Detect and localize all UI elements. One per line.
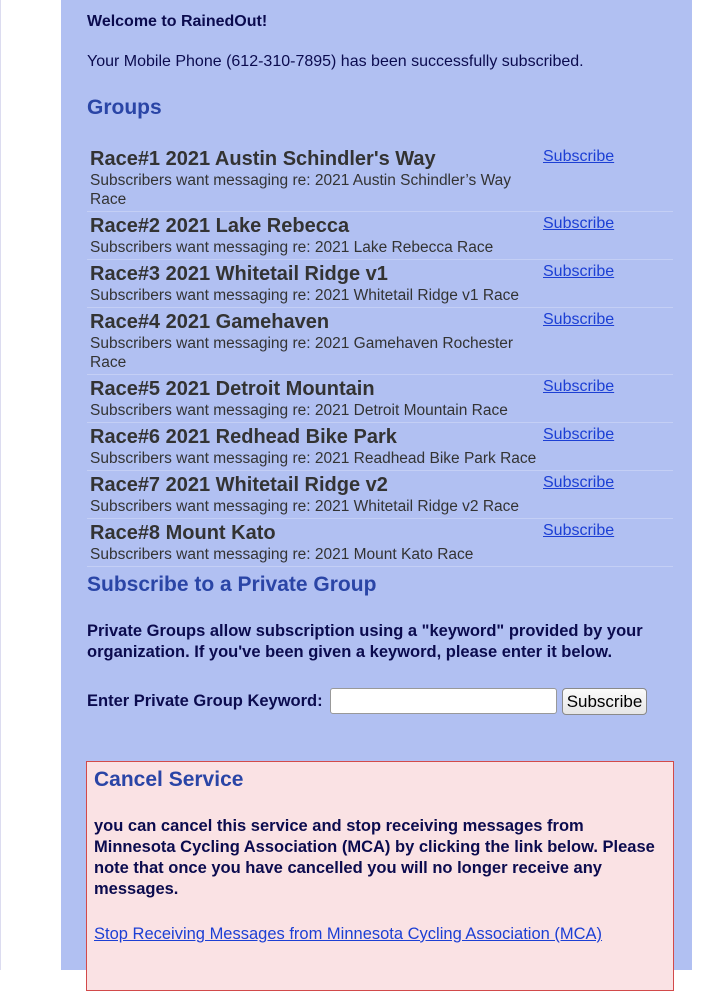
group-description: Subscribers want messaging re: 2021 Whitetail Ridge v1 Race bbox=[90, 287, 520, 304]
group-row bbox=[87, 519, 673, 567]
group-list bbox=[87, 145, 673, 567]
keyword-subscribe-button[interactable]: Subscribe bbox=[562, 688, 647, 715]
stop-messages-link[interactable]: Stop Receiving Messages from Minnesota Cycling Association (MCA) bbox=[94, 925, 603, 943]
group-description: Subscribers want messaging re: 2021 Mount Kato Race bbox=[90, 546, 474, 563]
group-name: Race#1 2021 Austin Schindler's Way bbox=[90, 148, 436, 170]
group-subscribe-link[interactable]: Subscribe bbox=[543, 263, 615, 280]
group-name: Race#3 2021 Whitetail Ridge v1 bbox=[90, 263, 388, 285]
private-group-title: Subscribe to a Private Group bbox=[87, 573, 377, 596]
group-description: Subscribers want messaging re: 2021 Readhead Bike Park Race bbox=[90, 450, 537, 467]
welcome-heading: Welcome to RainedOut! bbox=[87, 13, 268, 30]
cancel-service-text: you can cancel this service and stop receiving messages from Minnesota Cycling Association (MCA) by clicking the link below. Please note that once you have cancelled you will no longer receive any messages. bbox=[94, 817, 655, 898]
group-row bbox=[87, 375, 673, 423]
page-left-border bbox=[0, 0, 1, 970]
group-subscribe-link[interactable]: Subscribe bbox=[543, 215, 615, 232]
group-description: Subscribers want messaging re: 2021 Austin Schindler’s Way Race bbox=[90, 172, 512, 208]
private-group-description: Private Groups allow subscription using a "keyword" provided by your organization. If you've been given a keyword, please enter it below. bbox=[87, 622, 643, 661]
group-subscribe-link[interactable]: Subscribe bbox=[543, 474, 615, 491]
group-name: Race#4 2021 Gamehaven bbox=[90, 311, 330, 333]
group-row bbox=[87, 260, 673, 308]
group-name: Race#8 Mount Kato bbox=[90, 522, 276, 544]
group-description: Subscribers want messaging re: 2021 Whitetail Ridge v2 Race bbox=[90, 498, 520, 515]
groups-title: Groups bbox=[87, 96, 162, 119]
group-name: Race#7 2021 Whitetail Ridge v2 bbox=[90, 474, 388, 496]
group-subscribe-link[interactable]: Subscribe bbox=[543, 426, 615, 443]
keyword-input[interactable] bbox=[330, 688, 557, 714]
subscription-confirmation: Your Mobile Phone (612-310-7895) has been successfully subscribed. bbox=[87, 53, 584, 70]
group-description: Subscribers want messaging re: 2021 Gamehaven Rochester Race bbox=[90, 335, 514, 371]
group-subscribe-link[interactable]: Subscribe bbox=[543, 311, 615, 328]
group-description: Subscribers want messaging re: 2021 Detroit Mountain Race bbox=[90, 402, 508, 419]
group-description: Subscribers want messaging re: 2021 Lake Rebecca Race bbox=[90, 239, 494, 256]
group-name: Race#2 2021 Lake Rebecca bbox=[90, 215, 350, 237]
content-panel bbox=[61, 0, 692, 970]
group-row bbox=[87, 471, 673, 519]
group-subscribe-link[interactable]: Subscribe bbox=[543, 378, 615, 395]
group-name: Race#5 2021 Detroit Mountain bbox=[90, 378, 375, 400]
keyword-label: Enter Private Group Keyword: bbox=[87, 692, 323, 710]
cancel-service-title: Cancel Service bbox=[94, 768, 244, 791]
group-subscribe-link[interactable]: Subscribe bbox=[543, 522, 615, 539]
group-row bbox=[87, 212, 673, 260]
group-row bbox=[87, 145, 673, 212]
group-row bbox=[87, 423, 673, 471]
keyword-form bbox=[87, 688, 673, 715]
cancel-service-box bbox=[86, 761, 674, 991]
group-name: Race#6 2021 Redhead Bike Park bbox=[90, 426, 397, 448]
group-row bbox=[87, 308, 673, 375]
group-subscribe-link[interactable]: Subscribe bbox=[543, 148, 615, 165]
